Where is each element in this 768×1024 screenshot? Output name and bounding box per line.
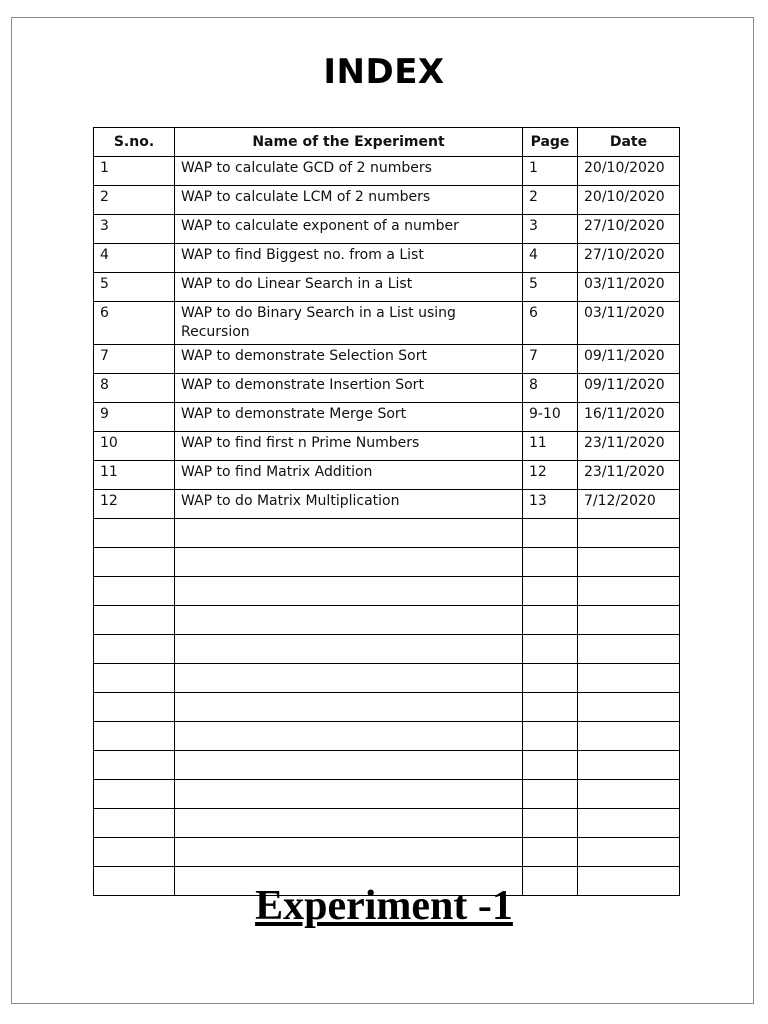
empty-cell (94, 577, 175, 606)
empty-cell (578, 751, 680, 780)
empty-cell (578, 606, 680, 635)
cell-date: 7/12/2020 (578, 490, 680, 519)
page-title: INDEX (323, 52, 445, 92)
table-row (94, 403, 680, 432)
cell-date: 27/10/2020 (578, 244, 680, 273)
cell-name: WAP to calculate exponent of a number (175, 215, 523, 244)
table-row (94, 461, 680, 490)
table-row (94, 273, 680, 302)
table-row (94, 345, 680, 374)
empty-cell (175, 635, 523, 664)
cell-date: 16/11/2020 (578, 403, 680, 432)
cell-date: 20/10/2020 (578, 157, 680, 186)
empty-cell (578, 780, 680, 809)
cell-name: WAP to demonstrate Selection Sort (175, 345, 523, 374)
empty-cell (578, 548, 680, 577)
cell-page: 12 (523, 461, 578, 490)
cell-date: 23/11/2020 (578, 432, 680, 461)
cell-sno: 10 (94, 432, 175, 461)
cell-page: 6 (523, 302, 578, 345)
cell-date: 09/11/2020 (578, 345, 680, 374)
empty-cell (175, 693, 523, 722)
cell-date: 03/11/2020 (578, 302, 680, 345)
empty-cell (523, 751, 578, 780)
empty-cell (578, 635, 680, 664)
empty-row (94, 548, 680, 577)
empty-cell (175, 664, 523, 693)
cell-sno: 6 (94, 302, 175, 345)
table-row (94, 490, 680, 519)
cell-sno: 7 (94, 345, 175, 374)
cell-page: 7 (523, 345, 578, 374)
empty-cell (94, 635, 175, 664)
column-header-name: Name of the Experiment (175, 128, 523, 157)
table-row (94, 186, 680, 215)
cell-sno: 3 (94, 215, 175, 244)
empty-row (94, 722, 680, 751)
table-row (94, 244, 680, 273)
empty-cell (578, 519, 680, 548)
empty-row (94, 577, 680, 606)
empty-cell (94, 693, 175, 722)
empty-cell (175, 838, 523, 867)
empty-cell (94, 809, 175, 838)
empty-row (94, 751, 680, 780)
empty-cell (523, 577, 578, 606)
empty-cell (175, 577, 523, 606)
empty-cell (94, 548, 175, 577)
column-header-page: Page (523, 128, 578, 157)
empty-cell (578, 722, 680, 751)
empty-row (94, 809, 680, 838)
empty-cell (523, 606, 578, 635)
table-header-row (94, 128, 680, 157)
cell-date: 09/11/2020 (578, 374, 680, 403)
empty-cell (94, 519, 175, 548)
empty-cell (94, 838, 175, 867)
cell-date: 03/11/2020 (578, 273, 680, 302)
empty-row (94, 838, 680, 867)
empty-cell (94, 664, 175, 693)
cell-name: WAP to find Biggest no. from a List (175, 244, 523, 273)
column-header-date: Date (578, 128, 680, 157)
empty-row (94, 780, 680, 809)
cell-page: 13 (523, 490, 578, 519)
empty-cell (523, 693, 578, 722)
empty-cell (578, 838, 680, 867)
column-header-sno: S.no. (94, 128, 175, 157)
cell-sno: 1 (94, 157, 175, 186)
cell-sno: 4 (94, 244, 175, 273)
cell-page: 3 (523, 215, 578, 244)
empty-row (94, 693, 680, 722)
empty-cell (523, 722, 578, 751)
cell-page: 2 (523, 186, 578, 215)
empty-cell (94, 606, 175, 635)
cell-date: 23/11/2020 (578, 461, 680, 490)
empty-row (94, 664, 680, 693)
table-row (94, 374, 680, 403)
empty-cell (578, 809, 680, 838)
empty-cell (175, 548, 523, 577)
empty-cell (175, 780, 523, 809)
empty-cell (523, 809, 578, 838)
index-table (93, 127, 680, 896)
empty-cell (578, 577, 680, 606)
empty-cell (175, 606, 523, 635)
cell-page: 11 (523, 432, 578, 461)
empty-row (94, 635, 680, 664)
empty-cell (175, 722, 523, 751)
empty-cell (578, 693, 680, 722)
empty-cell (523, 838, 578, 867)
empty-cell (523, 519, 578, 548)
cell-sno: 12 (94, 490, 175, 519)
empty-cell (175, 809, 523, 838)
cell-name: WAP to do Binary Search in a List using Recursion (175, 302, 523, 345)
empty-cell (94, 780, 175, 809)
cell-name: WAP to find first n Prime Numbers (175, 432, 523, 461)
table-row (94, 157, 680, 186)
empty-cell (94, 722, 175, 751)
cell-date: 27/10/2020 (578, 215, 680, 244)
cell-name: WAP to find Matrix Addition (175, 461, 523, 490)
cell-sno: 8 (94, 374, 175, 403)
cell-page: 4 (523, 244, 578, 273)
cell-sno: 2 (94, 186, 175, 215)
empty-cell (523, 635, 578, 664)
empty-row (94, 606, 680, 635)
experiment-heading: Experiment -1 (255, 883, 513, 929)
table-row (94, 215, 680, 244)
cell-name: WAP to calculate GCD of 2 numbers (175, 157, 523, 186)
cell-name: WAP to demonstrate Insertion Sort (175, 374, 523, 403)
table-row (94, 432, 680, 461)
cell-sno: 11 (94, 461, 175, 490)
cell-sno: 5 (94, 273, 175, 302)
empty-cell (523, 780, 578, 809)
empty-cell (94, 751, 175, 780)
cell-name: WAP to calculate LCM of 2 numbers (175, 186, 523, 215)
empty-cell (578, 664, 680, 693)
empty-cell (523, 664, 578, 693)
empty-cell (175, 751, 523, 780)
cell-name: WAP to demonstrate Merge Sort (175, 403, 523, 432)
table-row (94, 302, 680, 345)
cell-sno: 9 (94, 403, 175, 432)
empty-cell (175, 519, 523, 548)
cell-page: 9-10 (523, 403, 578, 432)
cell-page: 8 (523, 374, 578, 403)
cell-page: 5 (523, 273, 578, 302)
cell-name: WAP to do Matrix Multiplication (175, 490, 523, 519)
cell-page: 1 (523, 157, 578, 186)
cell-name: WAP to do Linear Search in a List (175, 273, 523, 302)
empty-row (94, 519, 680, 548)
cell-date: 20/10/2020 (578, 186, 680, 215)
empty-cell (523, 548, 578, 577)
